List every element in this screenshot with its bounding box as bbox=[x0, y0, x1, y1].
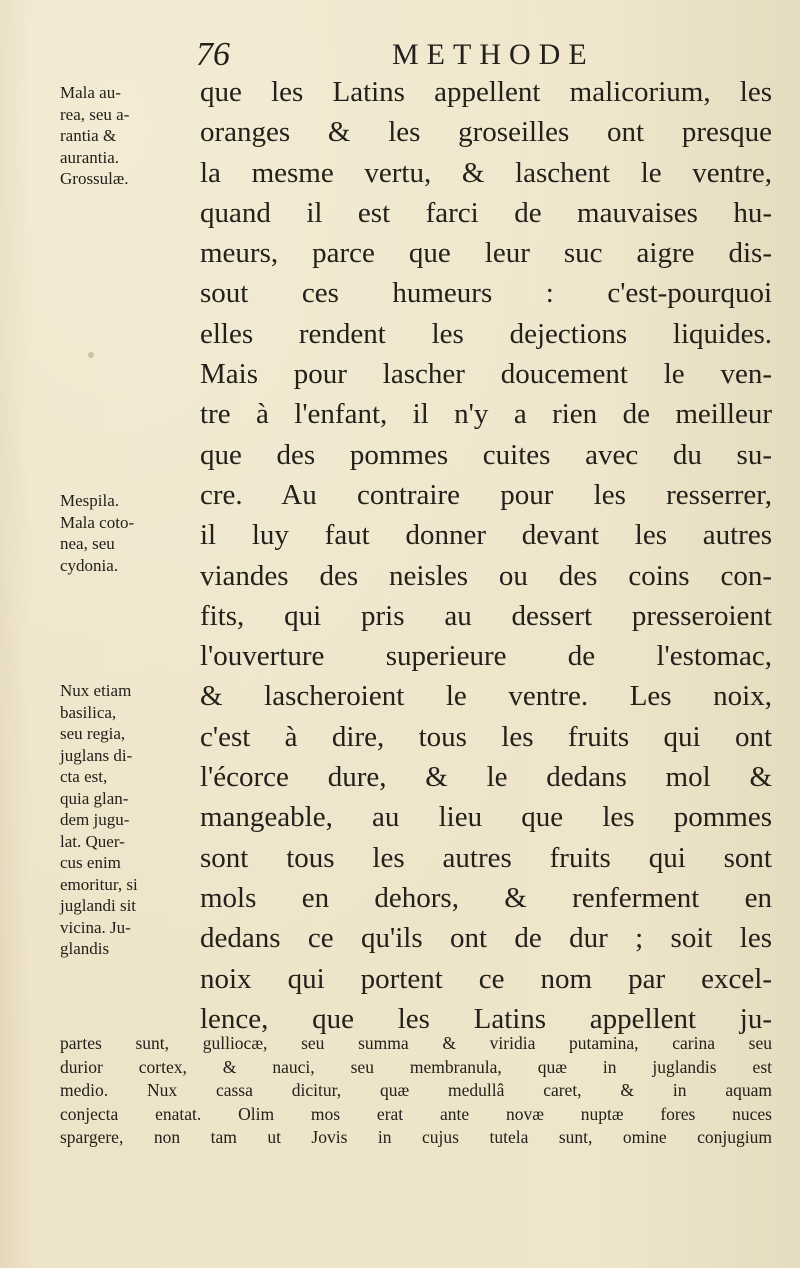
margin-note-line: Mespila. bbox=[60, 491, 120, 510]
text-line: mols en dehors, & renferment en bbox=[200, 881, 772, 914]
text-line: meurs, parce que leur suc aigre dis- bbox=[200, 237, 772, 270]
text-line: quand il est farci de mauvaises hu- bbox=[200, 196, 772, 229]
margin-note-line: Grossulæ. bbox=[60, 169, 129, 188]
footnote-line: durior cortex, & nauci, seu membranula, quæ in juglandis est bbox=[60, 1056, 772, 1077]
margin-note-line: quia glan- bbox=[60, 788, 129, 808]
text-line: la mesme vertu, & laschent le ventre, bbox=[200, 156, 772, 189]
margin-note-line: cta est, bbox=[60, 767, 108, 786]
running-head: METHODE bbox=[392, 38, 595, 71]
text-line: cre. Au contraire pour les resserrer, bbox=[200, 478, 772, 511]
text-line: viandes des neisles ou des coins con- bbox=[200, 559, 772, 592]
margin-note-line: cydonia. bbox=[60, 555, 119, 575]
text-line: Mais pour lascher doucement le ven- bbox=[200, 358, 772, 391]
text-line: dedans ce qu'ils ont de dur ; soit les bbox=[200, 922, 772, 955]
margin-note-line: rea, seu a- bbox=[60, 104, 130, 124]
margin-note-line: rantia & bbox=[60, 126, 117, 145]
text-line: sont tous les autres fruits qui sont bbox=[200, 841, 772, 874]
margin-note-line: Mala coto- bbox=[60, 512, 135, 532]
main-text bbox=[200, 72, 772, 1039]
margin-note-line: nea, seu bbox=[60, 534, 115, 553]
text-line: que les Latins appellent malicorium, les bbox=[200, 76, 772, 108]
margin-note-line: aurantia. bbox=[60, 147, 119, 167]
margin-note-line: lat. Quer- bbox=[60, 831, 125, 851]
margin-note-line: juglans di- bbox=[60, 745, 133, 765]
margin-note-line: cus enim bbox=[60, 853, 121, 872]
margin-note-mala-aurea bbox=[60, 82, 188, 190]
text-line: il luy faut donner devant les autres bbox=[200, 519, 772, 552]
text-line: lence, que les Latins appellent ju- bbox=[200, 1002, 772, 1035]
text-line: tre à l'enfant, il n'y a rien de meilleur bbox=[200, 398, 772, 431]
margin-note-mespila bbox=[60, 490, 188, 576]
text-line: oranges & les groseilles ont presque bbox=[200, 116, 772, 149]
text-line: que des pommes cuites avec du su- bbox=[200, 438, 772, 471]
footnote-line: medio. Nux cassa dicitur, quæ medullâ caret, & in aquam bbox=[60, 1080, 772, 1100]
text-line: fits, qui pris au dessert presseroient bbox=[200, 599, 772, 632]
margin-note-line: dem jugu- bbox=[60, 810, 130, 829]
paper-spot bbox=[88, 352, 94, 358]
text-line: l'écorce dure, & le dedans mol & bbox=[200, 761, 772, 794]
margin-note-line: juglandi sit bbox=[60, 896, 137, 915]
footnote bbox=[60, 1032, 772, 1150]
margin-note-line: emoritur, si bbox=[60, 874, 138, 894]
text-line: sout ces humeurs : c'est-pourquoi bbox=[200, 277, 772, 310]
margin-note-nux bbox=[60, 680, 188, 960]
text-line: c'est à dire, tous les fruits qui ont bbox=[200, 720, 772, 753]
page-number: 76 bbox=[196, 36, 230, 73]
margin-note-line: Nux etiam bbox=[60, 681, 132, 700]
text-line: noix qui portent ce nom par excel- bbox=[200, 962, 772, 995]
margin-note-line: Mala au- bbox=[60, 83, 121, 102]
footnote-line: conjecta enatat. Olim mos erat ante novæ nuptæ fores nuces bbox=[60, 1103, 772, 1124]
text-line: mangeable, au lieu que les pommes bbox=[200, 801, 772, 834]
margin-note-line: vicina. Ju- bbox=[60, 917, 131, 937]
text-line: l'ouverture superieure de l'estomac, bbox=[200, 640, 772, 673]
margin-note-line: seu regia, bbox=[60, 724, 126, 743]
text-line: & lascheroient le ventre. Les noix, bbox=[200, 680, 772, 713]
margin-note-line: basilica, bbox=[60, 702, 117, 722]
footnote-line: spargere, non tam ut Jovis in cujus tutela sunt, omine conjugium bbox=[60, 1127, 772, 1147]
text-line: elles rendent les dejections liquides. bbox=[200, 317, 772, 350]
footnote-line: partes sunt, gulliocæ, seu summa & viridia putamina, carina seu bbox=[60, 1033, 772, 1053]
margin-note-line: glandis bbox=[60, 939, 110, 958]
